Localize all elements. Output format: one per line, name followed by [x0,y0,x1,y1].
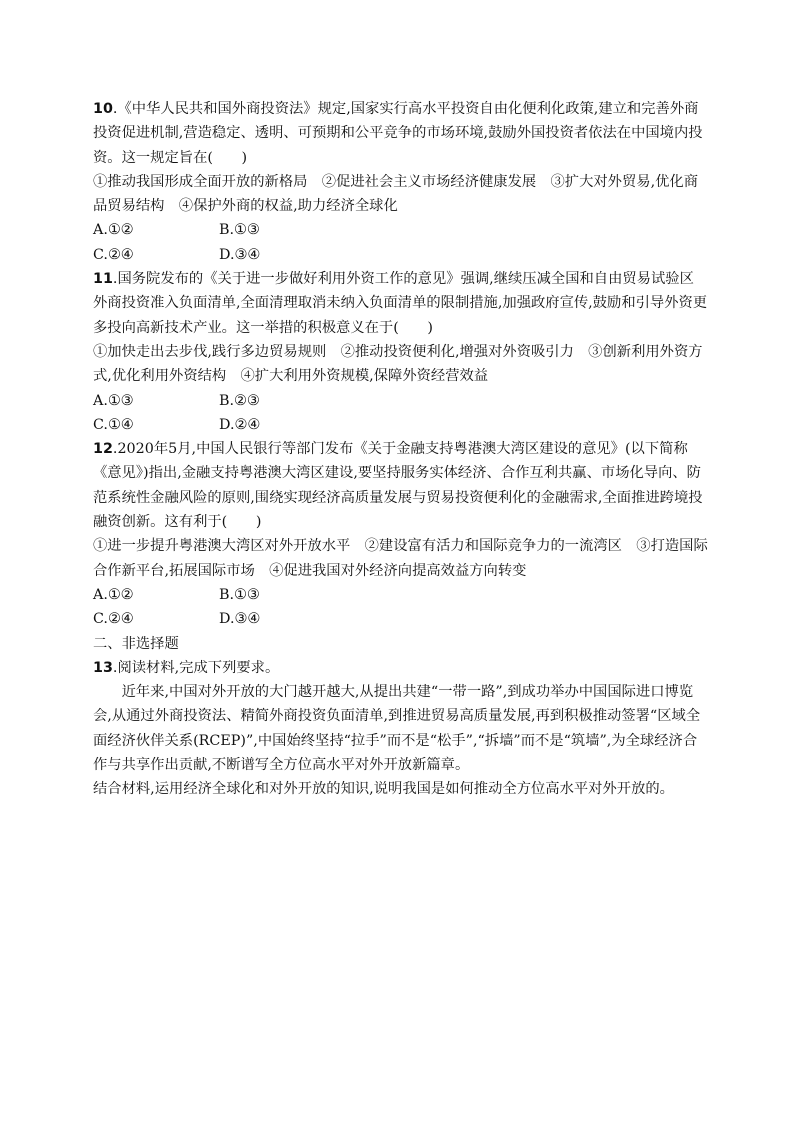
question-text: .《中华人民共和国外商投资法》规定,国家实行高水平投资自由化便利化政策,建立和完善外商投资促进机制,营造稳定、透明、可预期和公平竞争的市场环境,鼓励外国投资者依法在中国境内投资。这一规定旨在( ) [93,101,703,166]
option-c: C.②④ [93,611,134,628]
question-text: .国务院发布的《关于进一步做好利用外资工作的意见》强调,继续压减全国和自由贸易试验区外商投资准入负面清单,全面清理取消未纳入负面清单的限制措施,加强政府宣传,鼓励和引导外资更多投向高新技术产业。这一举措的积极意义在于( ) [93,271,708,336]
question-11-items: ①加快走出去步伐,践行多边贸易规则 ②推动投资便利化,增强对外资吸引力 ③创新利用外资方式,优化利用外资结构 ④扩大利用外资规模,保障外资经营效益 [93,343,703,385]
question-11-stem [93,267,708,340]
question-content [93,97,708,802]
option-d: D.②④ [219,416,261,433]
question-number: 11 [93,271,113,288]
options-row [93,218,708,242]
question-text: .2020年5月,中国人民银行等部门发布《关于金融支持粤港澳大湾区建设的意见》(以下简称《意见》)指出,金融支持粤港澳大湾区建设,要坚持服务实体经济、合作互利共赢、市场化导向、防范系统性金融风险的原则,围绕实现经济高质量发展与贸易投资便利化的金融需求,全面推进跨境投融资创新。这有利于( ) [93,441,703,531]
question-text: .阅读材料,完成下列要求。 [112,659,280,676]
question-number: 10 [93,101,113,117]
question-number: 13 [93,659,113,676]
option-d: D.③④ [219,246,261,263]
option-a: A.①② [93,586,134,603]
option-d: D.③④ [219,611,261,628]
question-12-items: ①进一步提升粤港澳大湾区对外开放水平 ②建设富有活力和国际竞争力的一流湾区 ③打造国际合作新平台,拓展国际市场 ④促进我国对外经济向提高效益方向转变 [93,538,708,579]
option-b: B.①③ [219,586,260,603]
question-10-stem [93,97,708,170]
question-13-material: 近年来,中国对外开放的大门越开越大,从提出共建“一带一路”,到成功举办中国国际进口博览会,从通过外商投资法、精简外商投资负面清单,到推进贸易高质量发展,再到积极推动签署“区域全面经济伙伴关系(RCEP)”,中国始终坚持“拉手”而不是“松手”,“拆墙”而不是“筑墙”,为全球经济合作与共享作出贡献,不断谱写全方位高水平对外开放新篇章。 [93,684,701,774]
options-row [93,413,708,437]
question-13-stem [93,656,708,680]
option-a: A.①③ [93,392,134,409]
question-number: 12 [93,441,113,458]
options-row [93,243,708,267]
section-heading: 二、非选择题 [93,635,179,652]
question-12-stem [93,437,708,534]
question-10-items: ①推动我国形成全面开放的新格局 ②促进社会主义市场经济健康发展 ③扩大对外贸易,优化商品贸易结构 ④保护外商的权益,助力经济全球化 [93,173,699,215]
question-13-prompt: 结合材料,运用经济全球化和对外开放的知识,说明我国是如何推动全方位高水平对外开放的。 [93,781,674,798]
option-b: B.①③ [219,222,260,239]
option-a: A.①② [93,222,134,239]
options-row [93,607,708,631]
option-c: C.②④ [93,246,134,263]
option-c: C.①④ [93,416,134,433]
options-row [93,583,708,607]
option-b: B.②③ [219,392,260,409]
options-row [93,389,708,413]
